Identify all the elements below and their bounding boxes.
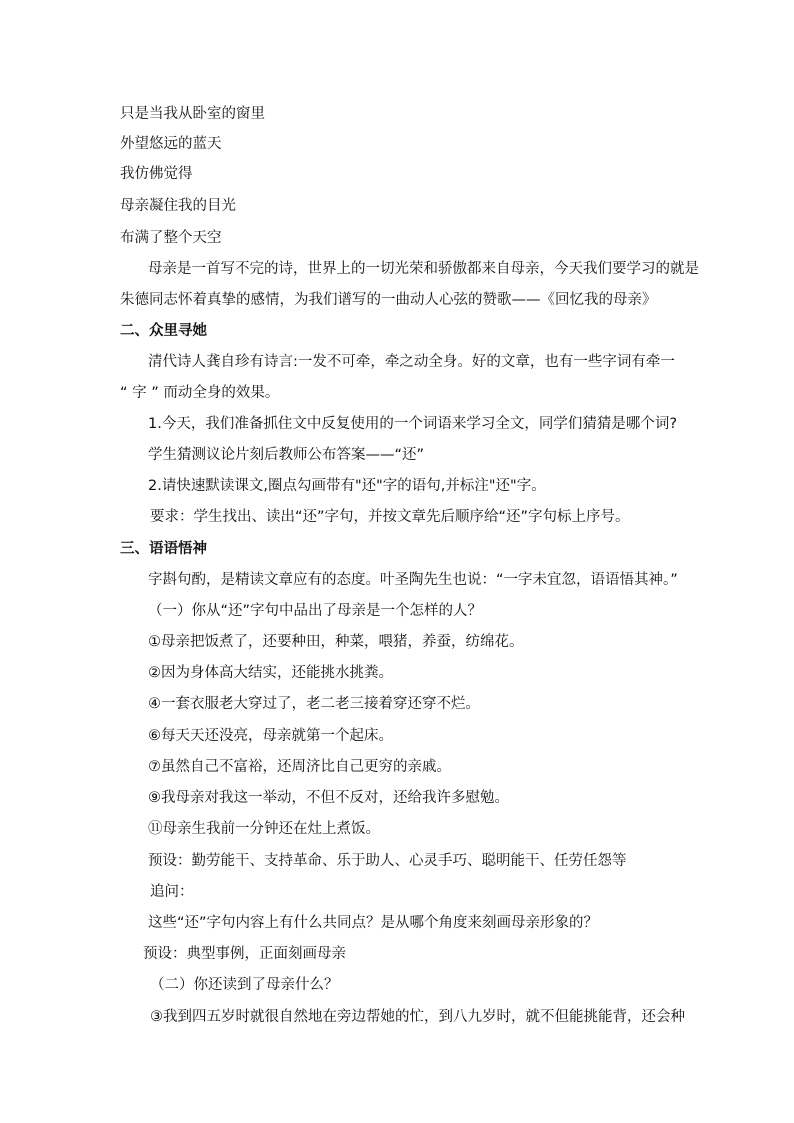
poem-line-1: 只是当我从卧室的窗里 — [120, 106, 265, 122]
paragraph-gong-line-2: “ 字 ” 而动全身的效果。 — [120, 385, 280, 401]
poem-line-4: 母亲凝住我的目光 — [120, 198, 236, 214]
paragraph-yeshengtao: 字斟句酌，是精读文章应有的态度。叶圣陶先生也说：“一字未宜忽，语语悟其神。” — [148, 572, 678, 588]
task-1-answer: 学生猜测议论片刻后教师公布答案——“还” — [148, 447, 425, 463]
question-1: （一）你从“还”字句中品出了母亲是一个怎样的人？ — [148, 603, 483, 619]
section-heading-2: 二、众里寻她 — [120, 323, 207, 339]
follow-up-question: 这些“还”字句内容上有什么共同点？是从哪个角度来刻画母亲形象的？ — [148, 915, 599, 931]
poem-line-2: 外望悠远的蓝天 — [120, 136, 222, 152]
section-heading-3: 三、语语悟神 — [120, 541, 207, 557]
sentence-4: ④一套衣服老大穿过了，老二老三接着穿还穿不烂。 — [148, 696, 480, 712]
question-2: （二）你还读到了母亲什么？ — [150, 977, 339, 993]
sentence-3: ③我到四五岁时就很自然地在旁边帮她的忙，到八九岁时，就不但能挑能背，还会种 — [150, 1009, 685, 1025]
intro-paragraph-line-1: 母亲是一首写不完的诗，世界上的一切光荣和骄傲都来自母亲，今天我们要学习的就是 — [148, 261, 699, 277]
sentence-1: ①母亲把饭煮了，还要种田，种菜，喂猪，养蚕，纺绵花。 — [148, 634, 524, 650]
poem-line-3: 我仿佛觉得 — [120, 166, 193, 182]
paragraph-gong-line-1: 清代诗人龚自珍有诗言:一发不可牵，牵之动全身。好的文章，也有一些字词有牵一 — [148, 354, 675, 370]
sentence-7: ⑦虽然自己不富裕，还周济比自己更穷的亲戚。 — [148, 759, 451, 775]
poem-line-5: 布满了整个天空 — [120, 230, 222, 246]
sentence-11: ⑪母亲生我前一分钟还在灶上煮饭。 — [148, 821, 380, 837]
preset-answer-1: 预设：勤劳能干、支持革命、乐于助人、心灵手巧、聪明能干、任劳任怨等 — [148, 853, 627, 869]
task-2-requirement: 要求：学生找出、读出“还”字句，并按文章先后顺序给“还”字句标上序号。 — [150, 509, 630, 525]
sentence-6: ⑥每天天还没亮，母亲就第一个起床。 — [148, 728, 393, 744]
sentence-9: ⑨我母亲对我这一举动，不但不反对，还给我许多慰勉。 — [148, 790, 509, 806]
follow-up-label: 追问： — [150, 884, 194, 900]
sentence-2: ②因为身体高大结实，还能挑水挑粪。 — [148, 665, 393, 681]
task-1: 1.今天，我们准备抓住文中反复使用的一个词语来学习全文，同学们猜猜是哪个词? — [148, 416, 678, 432]
task-2: 2.请快速默读课文,圈点勾画带有"还"字的语句,并标注"还"字。 — [148, 478, 546, 494]
intro-paragraph-line-2: 朱德同志怀着真挚的感情，为我们谱写的一曲动人心弦的赞歌——《回忆我的母亲》 — [120, 292, 657, 308]
preset-answer-2: 预设：典型事例，正面刻画母亲 — [143, 946, 346, 962]
